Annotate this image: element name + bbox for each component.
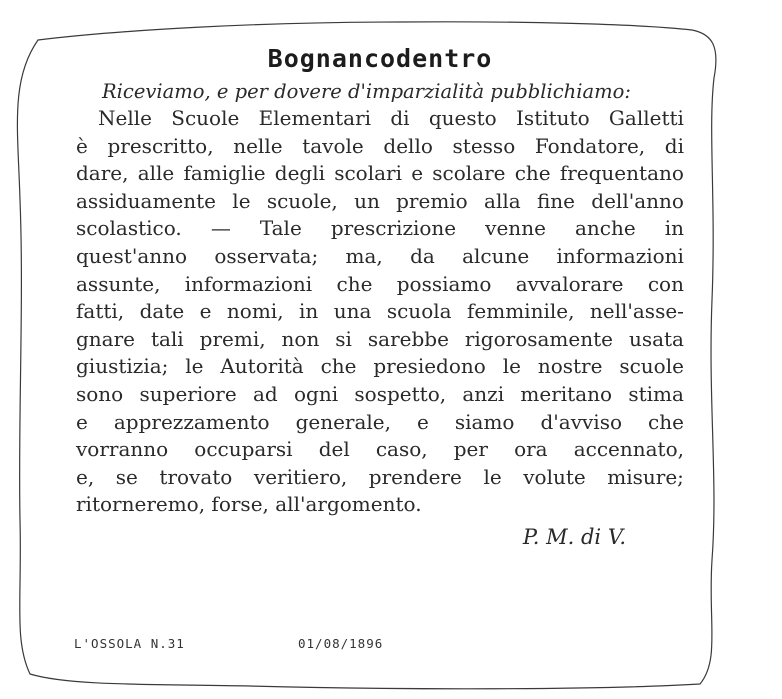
word: ma, (345, 243, 383, 268)
word: ora (514, 437, 548, 462)
word: alcune (462, 243, 530, 268)
word: assunte, (76, 271, 161, 296)
word: per (453, 437, 488, 462)
word: ad (252, 381, 278, 406)
word: da (410, 243, 435, 268)
word: scuole (619, 354, 684, 379)
word: ogni (294, 381, 339, 406)
word: si (335, 326, 352, 351)
word: — (210, 216, 231, 241)
word: Galletti (608, 106, 684, 130)
article-body (76, 105, 684, 519)
word: misure; (607, 464, 684, 489)
body-line (76, 381, 684, 409)
word: le (502, 354, 521, 379)
word: premi, (199, 326, 266, 351)
word: famiglie (183, 161, 266, 186)
word: sono (76, 381, 124, 406)
word: nelle (233, 133, 283, 158)
word: premio (396, 188, 468, 213)
word: nostre (537, 354, 603, 379)
body-line: ritorneremo, forse, all'argomento. (76, 492, 422, 517)
word: scolari (334, 161, 403, 186)
word: e (76, 409, 88, 434)
word: scuole, (266, 188, 338, 213)
word: presiedono (373, 354, 486, 379)
word: generale, (295, 409, 391, 434)
word: questo (428, 106, 497, 130)
body-line (76, 271, 684, 299)
body-line (76, 188, 684, 216)
word: di (390, 106, 410, 130)
word: anche (574, 216, 636, 241)
word: date (139, 299, 185, 324)
word: vorranno (76, 437, 169, 462)
word: Elementari (258, 106, 372, 130)
word: assiduamente (76, 188, 217, 213)
word: frequentano (559, 161, 684, 186)
word: prescrizione (330, 216, 457, 241)
word: le (185, 354, 204, 379)
word: del (318, 437, 350, 462)
word: anzi (462, 381, 505, 406)
clipping-footer (74, 636, 384, 651)
word: dell'anno (591, 188, 684, 213)
word: stima (628, 381, 684, 406)
word: Nelle (98, 106, 152, 130)
word: e (199, 299, 212, 324)
word: nell'asse- (589, 299, 684, 324)
word: fine (536, 188, 575, 213)
body-line (76, 160, 684, 188)
word: venne (485, 216, 546, 241)
body-line (76, 326, 684, 354)
word: meritano (520, 381, 613, 406)
word: se (115, 464, 138, 489)
word: sarebbe (367, 326, 449, 351)
word: Scuole (171, 106, 240, 130)
word: Fondatore, (534, 133, 646, 158)
word: osservata; (214, 243, 319, 268)
date-label: 01/08/1896 (298, 636, 384, 651)
word: è (76, 133, 88, 158)
word: femminile, (467, 299, 575, 324)
word: possiamo (396, 271, 492, 296)
body-line (76, 215, 684, 243)
word: una (333, 299, 372, 324)
word: di (664, 133, 684, 158)
word: un (354, 188, 380, 213)
article (76, 44, 684, 551)
word: dello (383, 133, 433, 158)
word: rigorosamente (464, 326, 613, 351)
word: sospetto, (354, 381, 447, 406)
word: che (648, 409, 684, 434)
word: alle (137, 161, 175, 186)
word: scolastico. (76, 216, 182, 241)
word: prendere (368, 464, 462, 489)
word: e, (76, 464, 95, 489)
word: caso, (375, 437, 428, 462)
word: Tale (259, 216, 302, 241)
word: in (299, 299, 319, 324)
word: e (417, 409, 429, 434)
word: informazioni (556, 243, 684, 268)
word: Autorità (220, 354, 304, 379)
word: volute (523, 464, 586, 489)
word: che (320, 354, 357, 379)
body-line (76, 298, 684, 326)
word: Istituto (516, 106, 590, 130)
body-line (76, 133, 684, 161)
word: che (514, 161, 551, 186)
word: stesso (452, 133, 516, 158)
word: scuola (386, 299, 452, 324)
body-line (76, 409, 684, 437)
word: usata (628, 326, 684, 351)
body-line (76, 436, 684, 464)
word: degli (274, 161, 326, 186)
word: con (647, 271, 684, 296)
word: apprezzamento (113, 409, 270, 434)
word: giustizia; (76, 354, 169, 379)
word: tali (150, 326, 184, 351)
word: le (232, 188, 251, 213)
word: e (411, 161, 424, 186)
word: in (664, 216, 684, 241)
article-intro: Riceviamo, e per dovere d'imparzialità pubblichiamo: (102, 80, 631, 103)
word: siamo (454, 409, 515, 434)
body-line (76, 243, 684, 271)
word: alla (484, 188, 521, 213)
word: gnare (76, 326, 136, 351)
word: nomi, (226, 299, 284, 324)
body-line (76, 464, 684, 492)
word: dare, (76, 161, 129, 186)
body-line (76, 353, 684, 381)
word: occuparsi (194, 437, 293, 462)
word: avvalorare (515, 271, 624, 296)
word: veritiero, (253, 464, 348, 489)
word: accennato, (573, 437, 684, 462)
word: che (336, 271, 373, 296)
word: quest'anno (76, 243, 188, 268)
word: le (483, 464, 502, 489)
article-title: Bognancodentro (267, 44, 493, 73)
word: d'avviso (540, 409, 623, 434)
word: non (281, 326, 320, 351)
word: trovato (159, 464, 233, 489)
source-label: L'OSSOLA N.31 (74, 636, 185, 651)
word: superiore (139, 381, 237, 406)
word: tavole (302, 133, 364, 158)
word: scolare (432, 161, 506, 186)
article-signature: P. M. di V. (522, 524, 626, 549)
word: prescritto, (107, 133, 214, 158)
word: fatti, (76, 299, 125, 324)
word: informazioni (184, 271, 313, 296)
body-line (76, 105, 684, 133)
